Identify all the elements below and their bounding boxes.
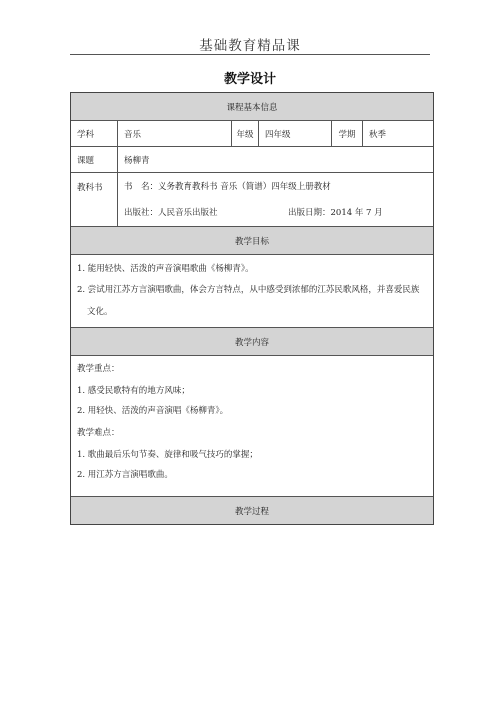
goals-header: 教学目标 — [71, 227, 433, 254]
subject-row — [71, 120, 433, 146]
content-header: 教学内容 — [71, 328, 433, 355]
goals-row — [71, 254, 433, 327]
grade-label: 年级 — [231, 121, 258, 146]
key-point-1: 1. 感受民歌特有的地方风味； — [77, 386, 190, 396]
goal-item-2-line-1: 2. 尝试用江苏方言演唱歌曲，体会方言特点，从中感受到浓郁的江苏民歌风格，并喜爱民族 — [77, 285, 420, 295]
process-header-row — [71, 496, 433, 524]
textbook-publisher: 出版社：人民音乐出版社 — [124, 208, 218, 218]
goal-item-2-line-2: 文化。 — [87, 307, 113, 317]
textbook-row — [71, 172, 433, 226]
term-label: 学期 — [331, 121, 362, 146]
difficult-points-label: 教学难点： — [77, 428, 120, 438]
textbook-publish-line — [124, 207, 427, 219]
process-header: 教学过程 — [71, 497, 433, 524]
topic-row — [71, 146, 433, 172]
difficult-point-2: 2. 用江苏方言演唱歌曲。 — [77, 470, 173, 480]
difficult-point-1: 1. 歌曲最后乐句节奏、旋律和吸气技巧的掌握； — [77, 450, 258, 460]
basic-info-header-row — [71, 93, 433, 120]
goal-item-1: 1. 能用轻快、活泼的声音演唱歌曲《杨柳青》。 — [77, 264, 254, 274]
key-point-2: 2. 用轻快、活泼的声音演唱《杨柳青》。 — [77, 406, 229, 416]
textbook-details — [117, 173, 433, 226]
subject-value: 音乐 — [117, 121, 231, 146]
textbook-label: 教科书 — [77, 183, 103, 193]
content-body — [71, 356, 433, 496]
header-title: 基础教育精品课 — [199, 38, 301, 54]
header-rule — [70, 54, 430, 55]
goal-item-2 — [77, 275, 427, 323]
topic-value: 杨柳青 — [117, 147, 433, 172]
subject-label: 学科 — [77, 129, 95, 140]
goals-body — [71, 255, 433, 327]
lesson-design-table — [70, 92, 434, 525]
content-row — [71, 355, 433, 496]
basic-info-header: 课程基本信息 — [71, 93, 433, 120]
textbook-publish-date: 出版日期：2014 年 7 月 — [288, 208, 383, 218]
goals-header-row — [71, 226, 433, 254]
topic-label: 课题 — [77, 155, 95, 166]
content-header-row — [71, 327, 433, 355]
term-value: 秋季 — [362, 121, 433, 146]
document-title: 教学设计 — [223, 72, 276, 87]
grade-value: 四年级 — [258, 121, 331, 146]
textbook-name: 书 名：义务教育教科书 音乐（简谱）四年级上册教材 — [124, 182, 331, 192]
key-points-label: 教学重点： — [77, 364, 120, 374]
